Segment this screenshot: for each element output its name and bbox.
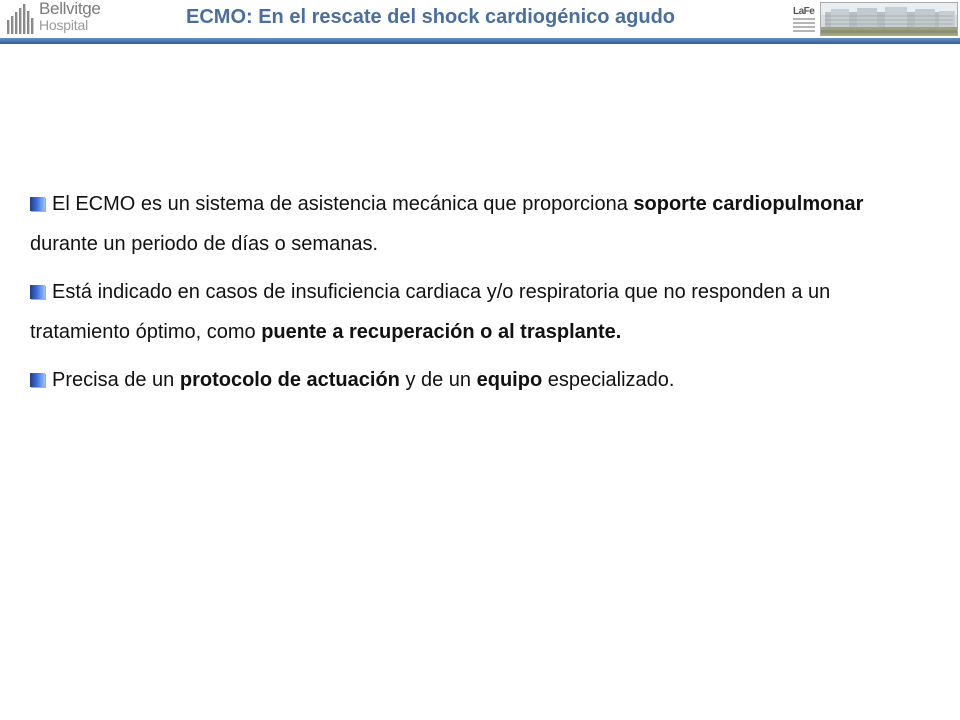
slide-title: ECMO: En el rescate del shock cardiogénico agudo xyxy=(186,6,676,28)
bellvitge-hospital-logo xyxy=(6,0,124,36)
bullet-text: Precisa de un xyxy=(52,369,180,391)
bullet-square-icon xyxy=(30,373,45,387)
bullet-square-icon xyxy=(30,285,45,299)
la-fe-logo xyxy=(793,6,817,34)
bellvitge-logo-subtitle: Hospital xyxy=(39,17,88,33)
bullet-text: especializado. xyxy=(542,369,675,391)
bullet-item xyxy=(30,360,930,400)
bullet-bold-text: soporte cardiopulmonar xyxy=(633,193,864,215)
hospital-building-photo xyxy=(820,2,958,36)
bullet-bold-text: protocolo de actuación xyxy=(179,369,400,391)
slide-body xyxy=(30,184,930,408)
bullet-square-icon xyxy=(30,197,45,211)
bullet-item xyxy=(30,184,930,264)
bullet-bold-text: equipo xyxy=(476,369,543,391)
la-fe-logo-lines xyxy=(793,18,815,34)
slide-header xyxy=(0,0,960,44)
header-divider-bar xyxy=(0,38,960,44)
bellvitge-logo-name: Bellvitge xyxy=(39,0,101,18)
bullet-text: El ECMO es un sistema de asistencia mecánica que proporciona xyxy=(52,193,634,215)
hospital-building-image xyxy=(821,3,958,36)
bullet-item xyxy=(30,272,930,352)
bullet-text: y de un xyxy=(399,369,477,391)
bellvitge-mark-icon xyxy=(6,2,36,34)
la-fe-logo-text: LaFe xyxy=(793,6,815,17)
bullet-bold-text: puente a recuperación o al trasplante. xyxy=(261,321,622,343)
bullet-text: Está indicado en casos de insuficiencia cardiaca y/o respiratoria que no responden a un tratamiento óptimo, como xyxy=(30,281,831,343)
bullet-text: durante un periodo de días o semanas. xyxy=(30,233,379,255)
